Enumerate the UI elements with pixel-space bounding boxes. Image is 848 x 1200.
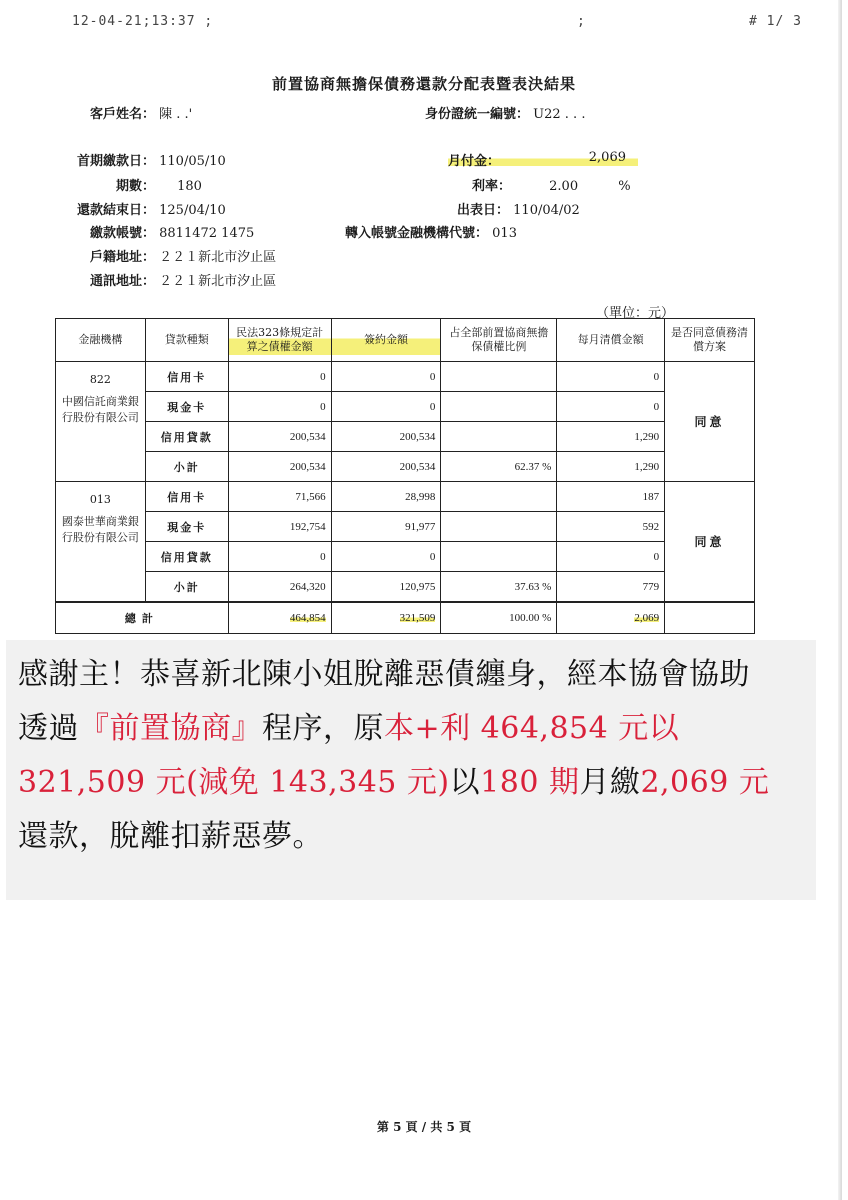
domicile-value: ２２１新北市汐止區 — [159, 250, 277, 265]
account-value: 8811472 1475 — [159, 226, 255, 241]
header-monthly: 每月清償金額 — [557, 319, 665, 362]
mailing-label: 通訊地址： — [89, 274, 155, 289]
agree-cell: 同意 — [665, 482, 755, 603]
claim-cell: 0 — [228, 362, 331, 392]
loan-type-cell: 小計 — [145, 452, 228, 482]
monthly-cell: 592 — [557, 512, 665, 542]
note-part-7: 月繳 — [579, 765, 641, 800]
claim-cell: 200,534 — [228, 452, 331, 482]
bank-code-value: 013 — [492, 226, 517, 241]
institution-cell — [56, 482, 146, 603]
congratulation-note — [18, 648, 778, 864]
signed-cell: 0 — [331, 392, 441, 422]
claim-cell: 264,320 — [228, 572, 331, 603]
note-part-4: 本+利 464,854 元以 321,509 元(減免 143,345 元) — [18, 711, 680, 800]
table-row — [56, 392, 755, 422]
interest-rate-label: 利率： — [472, 179, 512, 194]
signed-cell: 0 — [331, 362, 441, 392]
note-part-1: 感謝主！恭喜新北陳小姐脫離惡債纏身，經本協會協助透過 — [18, 657, 750, 746]
ratio-cell — [441, 542, 557, 572]
institution-code: 013 — [89, 493, 111, 506]
end-date-field — [55, 199, 226, 218]
interest-rate-value: 2.00 — [549, 179, 579, 194]
monthly-payment-field — [448, 150, 638, 169]
claim-cell: 192,754 — [228, 512, 331, 542]
note-part-6: 180 期 — [480, 765, 580, 800]
table-row-subtotal — [56, 572, 755, 603]
first-payment-label: 首期繳款日： — [76, 154, 155, 169]
signed-cell: 28,998 — [331, 482, 441, 512]
monthly-cell: 0 — [557, 362, 665, 392]
institution-code: 822 — [89, 373, 111, 386]
claim-cell: 0 — [228, 542, 331, 572]
periods-value: 180 — [177, 179, 202, 194]
monthly-cell: 187 — [557, 482, 665, 512]
table-row — [56, 512, 755, 542]
institution-name: 中國信託商業銀行股份有限公司 — [61, 395, 139, 424]
fax-datetime: 12-04-21;13:37 ; — [72, 14, 214, 29]
ratio-cell: 62.37 % — [441, 452, 557, 482]
ratio-cell — [441, 422, 557, 452]
domicile-label: 戶籍地址： — [89, 250, 155, 265]
ratio-cell — [441, 512, 557, 542]
agree-cell: 同意 — [665, 362, 755, 482]
monthly-cell: 0 — [557, 392, 665, 422]
end-date-value: 125/04/10 — [159, 203, 226, 218]
document-title: 前置協商無擔保債務還款分配表暨表決結果 — [271, 75, 576, 93]
monthly-payment-value: 2,069 — [588, 150, 626, 165]
table-row-subtotal — [56, 452, 755, 482]
monthly-cell: 0 — [557, 542, 665, 572]
first-payment-value: 110/05/10 — [159, 154, 226, 169]
page-footer: 第 5 頁 / 共 5 頁 — [376, 1120, 472, 1134]
total-ratio: 100.00 % — [441, 602, 557, 634]
total-claim: 464,854 — [289, 612, 326, 624]
signed-cell: 0 — [331, 542, 441, 572]
loan-type-cell: 信用貸款 — [145, 542, 228, 572]
periods-field — [55, 175, 202, 194]
end-date-label: 還款結束日： — [76, 203, 155, 218]
note-part-3: 程序，原 — [262, 711, 384, 746]
loan-type-cell: 信用卡 — [145, 362, 228, 392]
customer-name-value: 陳 . .' — [159, 107, 193, 122]
header-ratio: 占全部前置協商無擔保債權比例 — [441, 319, 557, 362]
monthly-cell: 779 — [557, 572, 665, 603]
signed-cell: 91,977 — [331, 512, 441, 542]
bank-code-field — [345, 222, 517, 241]
table-row — [56, 482, 755, 512]
table-row-total — [56, 602, 755, 634]
loan-type-cell: 信用卡 — [145, 482, 228, 512]
signed-cell: 200,534 — [331, 452, 441, 482]
issue-date-field — [457, 199, 580, 218]
page-edge — [838, 0, 842, 1200]
ratio-cell — [441, 482, 557, 512]
bank-code-label: 轉入帳號金融機構代號： — [345, 226, 489, 241]
institution-cell — [56, 362, 146, 482]
account-label: 繳款帳號： — [89, 226, 155, 241]
loan-type-cell: 現金卡 — [145, 512, 228, 542]
id-number-field — [425, 103, 585, 122]
header-institution: 金融機構 — [56, 319, 146, 362]
id-number-label: 身份證統一編號： — [425, 107, 530, 122]
periods-label: 期數： — [115, 179, 155, 194]
note-part-9: 還款，脫離扣薪惡夢。 — [18, 819, 323, 854]
table-header-row — [56, 319, 755, 362]
ratio-cell: 37.63 % — [441, 572, 557, 603]
claim-cell: 200,534 — [228, 422, 331, 452]
monthly-payment-label: 月付金： — [448, 154, 501, 169]
id-number-value: U22 . . . — [533, 107, 586, 122]
customer-name-field — [70, 103, 192, 122]
first-payment-field — [55, 150, 226, 169]
fax-page-number: # 1/ 3 — [749, 14, 802, 29]
claim-cell: 0 — [228, 392, 331, 422]
institution-name: 國泰世華商業銀行股份有限公司 — [61, 515, 139, 544]
customer-name-label: 客戶姓名： — [89, 107, 155, 122]
note-part-2: 『前置協商』 — [79, 711, 262, 746]
fax-separator: ; — [577, 14, 586, 29]
mailing-field — [55, 270, 276, 289]
ratio-cell — [441, 392, 557, 422]
unit-note: （單位：元） — [596, 306, 675, 321]
total-label: 總計 — [56, 602, 229, 634]
domicile-field — [55, 246, 276, 265]
total-monthly: 2,069 — [634, 612, 660, 624]
table-row — [56, 422, 755, 452]
header-claim-amount: 民法323條規定計算之債權金額 — [228, 319, 331, 362]
ratio-cell — [441, 362, 557, 392]
header-loan-type: 貸款種類 — [145, 319, 228, 362]
table-row — [56, 362, 755, 392]
note-part-5: 以 — [449, 765, 481, 800]
loan-type-cell: 小計 — [145, 572, 228, 603]
signed-cell: 120,975 — [331, 572, 441, 603]
distribution-table — [55, 318, 755, 634]
header-agree: 是否同意債務清償方案 — [665, 319, 755, 362]
note-part-8: 2,069 元 — [640, 765, 770, 800]
loan-type-cell: 信用貸款 — [145, 422, 228, 452]
monthly-cell: 1,290 — [557, 452, 665, 482]
mailing-value: ２２１新北市汐止區 — [159, 274, 277, 289]
claim-cell: 71,566 — [228, 482, 331, 512]
issue-date-value: 110/04/02 — [513, 203, 580, 218]
monthly-cell: 1,290 — [557, 422, 665, 452]
header-signed-amount: 簽約金額 — [331, 319, 441, 362]
signed-cell: 200,534 — [331, 422, 441, 452]
account-field — [55, 222, 254, 241]
table-row — [56, 542, 755, 572]
loan-type-cell: 現金卡 — [145, 392, 228, 422]
interest-rate-field — [472, 175, 631, 194]
total-agree-empty — [665, 602, 755, 634]
interest-rate-unit: % — [618, 179, 631, 194]
total-signed: 321,509 — [399, 612, 436, 624]
issue-date-label: 出表日： — [457, 203, 510, 218]
